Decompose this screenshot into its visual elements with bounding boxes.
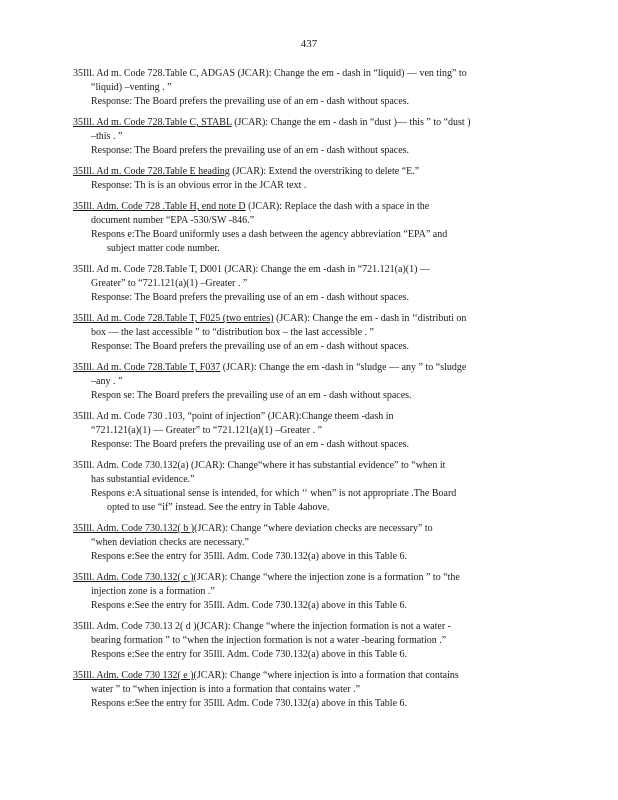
board-response: Response: The Board prefers the prevailing use of an em - dash without spaces.: [91, 292, 410, 303]
comment-text: (JCAR): Change “where the injection zone is a formation ” to “the: [193, 572, 460, 583]
comment-entry: [73, 361, 545, 403]
entry-continuation-line: [73, 375, 545, 389]
comment-text: (JCAR): Change the em -dash in “721.121(a)(1) —: [221, 264, 430, 275]
board-response: Response: The Board prefers the prevailing use of an em - dash without spaces.: [91, 145, 410, 156]
comment-entry: [73, 200, 545, 256]
comment-text: (JCAR):Change theem -dash in: [265, 411, 394, 422]
section-citation: 35Ill. Ad m. Code 728.Table T, F025 (two entries): [73, 313, 274, 324]
section-citation: 35Ill. Ad m. Code 730 .103, “point of injection”: [73, 411, 266, 422]
entry-continuation-line: [73, 214, 545, 228]
board-response: opted to use “if” instead. See the entry in Table 4above.: [107, 502, 330, 513]
board-response: Respons e:The Board uniformly uses a dash between the agency abbreviation “EPA” and: [91, 229, 448, 240]
entry-continuation-line: [73, 536, 545, 550]
comment-entry: [73, 571, 545, 613]
entry-first-line: [73, 571, 545, 585]
entry-first-line: [73, 620, 545, 634]
board-response: Response: The Board prefers the prevailing use of an em - dash without spaces.: [91, 341, 410, 352]
comment-entry: [73, 263, 545, 305]
comment-text: (JCAR): Extend the overstriking to delete “E.”: [229, 166, 420, 177]
entry-first-line: [73, 312, 545, 326]
comment-text: has substantial evidence.”: [91, 474, 195, 485]
board-response: Response: The Board prefers the prevailing use of an em - dash without spaces.: [91, 96, 410, 107]
section-citation: 35Ill. Adm. Code 728 .Table H, end note D: [73, 201, 246, 212]
board-response: Respons e:See the entry for 35Ill. Adm. Code 730.132(a) above in this Table 6.: [91, 649, 408, 660]
comment-text: (JCAR): Change “where injection is into a formation that contains: [193, 670, 459, 681]
board-response: subject matter code number.: [107, 243, 220, 254]
comment-text: (JCAR): Change the em -dash in “sludge — any ” to “sludge: [220, 362, 467, 373]
comment-text: Greater” to “721.121(a)(1) –Greater . ”: [91, 278, 248, 289]
comment-text: (JCAR): Change the em - dash in “liquid) — ven ting” to: [235, 68, 467, 79]
section-citation: 35Ill. Ad m. Code 728.Table T, D001: [73, 264, 222, 275]
entry-first-line: [73, 67, 545, 81]
section-citation: 35Ill. Ad m. Code 728.Table T, F037: [73, 362, 221, 373]
comment-entry: [73, 67, 545, 109]
comment-text: (JCAR): Change the em - dash in “dust )— this ” to “dust ): [231, 117, 471, 128]
board-response: Response: Th is is an obvious error in the JCAR text .: [91, 180, 307, 191]
entry-first-line: [73, 200, 545, 214]
comment-text: bearing formation ” to “when the injection formation is not a water -bearing formation .”: [91, 635, 447, 646]
section-citation: 35Ill. Adm. Code 730.132( b ): [73, 523, 195, 534]
entry-first-line: [73, 522, 545, 536]
comment-text: “liquid) –venting . ”: [91, 82, 172, 93]
board-response: Respons e:A situational sense is intended, for which ‘‘ when” is not appropriate .The Board: [91, 488, 457, 499]
comment-text: injection zone is a formation .”: [91, 586, 215, 597]
section-citation: 35Ill. Adm. Code 730.13 2( d ): [73, 621, 197, 632]
entry-continuation-line: [73, 473, 545, 487]
comment-text: box — the last accessible ” to “distribution box – the last accessible . ”: [91, 327, 374, 338]
entry-continuation-line: [73, 277, 545, 291]
entry-continuation-line: [73, 424, 545, 438]
section-citation: 35Ill. Adm. Code 730.132(a): [73, 460, 189, 471]
comment-entry: [73, 410, 545, 452]
comment-text: document number “EPA -530/SW -846.”: [91, 215, 255, 226]
section-citation: 35Ill. Ad m. Code 728.Table C, STABL: [73, 117, 232, 128]
comment-text: (JCAR): Change the em - dash in ‘‘distributi on: [273, 313, 467, 324]
entry-continuation-line: [73, 130, 545, 144]
entry-continuation-line: [73, 585, 545, 599]
comment-entry: [73, 620, 545, 662]
comment-entry: [73, 522, 545, 564]
entries-list: [73, 67, 545, 718]
entry-continuation-line: [73, 81, 545, 95]
entry-first-line: [73, 361, 545, 375]
comment-text: “when deviation checks are necessary.”: [91, 537, 249, 548]
entry-first-line: [73, 263, 545, 277]
comment-entry: [73, 165, 545, 193]
board-response: Respon se: The Board prefers the prevailing use of an em - dash without spaces.: [91, 390, 412, 401]
section-citation: 35Ill. Ad m. Code 728.Table C, ADGAS: [73, 68, 236, 79]
comment-text: “721.121(a)(1) — Greater” to “721.121(a)(1) –Greater . ”: [91, 425, 323, 436]
entry-first-line: [73, 165, 545, 179]
entry-first-line: [73, 410, 545, 424]
entry-first-line: [73, 459, 545, 473]
comment-text: (JCAR): Replace the dash with a space in the: [245, 201, 430, 212]
comment-text: –this . ”: [91, 131, 123, 142]
comment-entry: [73, 312, 545, 354]
comment-text: (JCAR): Change“where it has substantial evidence” to “when it: [188, 460, 446, 471]
section-citation: 35Ill. Ad m. Code 728.Table E heading: [73, 166, 230, 177]
board-response: Respons e:See the entry for 35Ill. Adm. Code 730.132(a) above in this Table 6.: [91, 551, 408, 562]
comment-entry: [73, 116, 545, 158]
section-citation: 35Ill. Adm. Code 730.132( c ): [73, 572, 194, 583]
comment-text: –any . ”: [91, 376, 123, 387]
board-response: Response: The Board prefers the prevailing use of an em - dash without spaces.: [91, 439, 410, 450]
page-number: 437: [300, 38, 318, 50]
comment-entry: [73, 459, 545, 515]
entry-first-line: [73, 116, 545, 130]
section-citation: 35Ill. Adm. Code 730 132( e ): [73, 670, 194, 681]
comment-text: (JCAR): Change “where the injection formation is not a water -: [196, 621, 451, 632]
board-response: Respons e:See the entry for 35Ill. Adm. Code 730.132(a) above in this Table 6.: [91, 600, 408, 611]
comment-text: (JCAR): Change “where deviation checks are necessary” to: [194, 523, 433, 534]
entry-continuation-line: [73, 326, 545, 340]
comment-text: water ” to “when injection is into a formation that contains water .”: [91, 684, 361, 695]
entry-first-line: [73, 669, 545, 683]
entry-continuation-line: [73, 683, 545, 697]
board-response: Respons e:See the entry for 35Ill. Adm. Code 730.132(a) above in this Table 6.: [91, 698, 408, 709]
entry-continuation-line: [73, 634, 545, 648]
comment-entry: [73, 669, 545, 711]
